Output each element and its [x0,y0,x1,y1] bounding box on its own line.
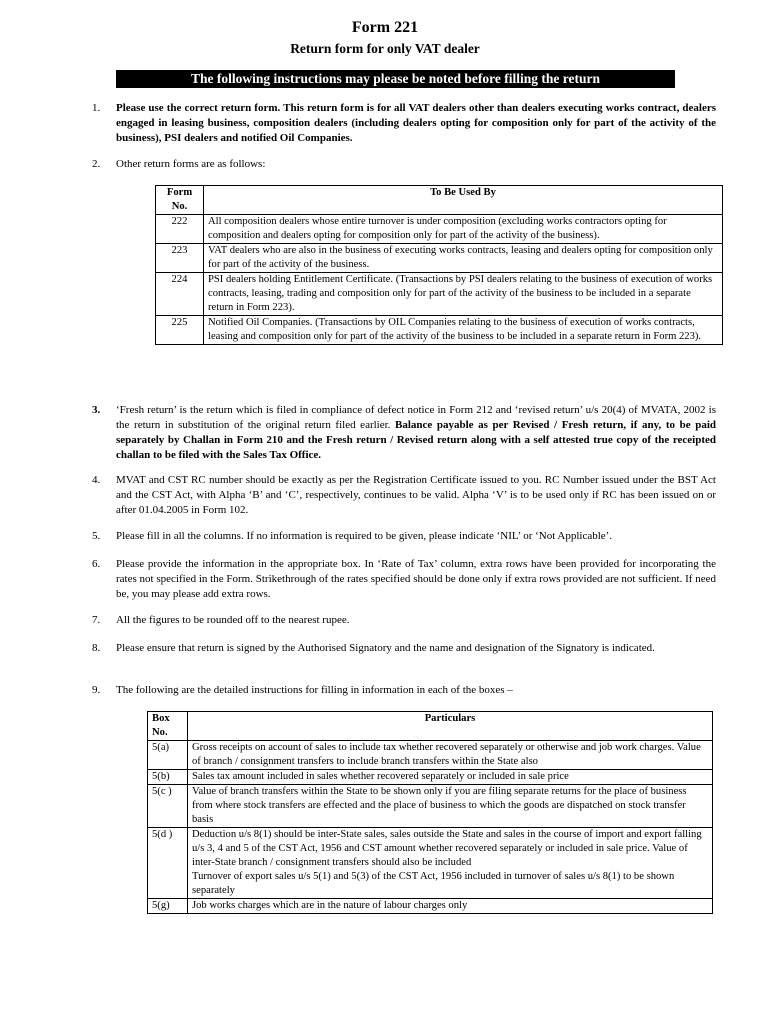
form-number-cell: 222 [156,215,204,244]
table-row [156,316,723,345]
instruction-number: 9. [92,684,101,696]
form-number-cell: 224 [156,273,204,316]
instruction-text: Please provide the information in the appropriate box. In ‘Rate of Tax’ column, extra rows have been provided for incorporating the rates not specified in the Form. Strikethrough of the rates specified should be done only if extra rows provided are not sufficient. If need be, you may please add extra rows. [116,558,716,600]
instruction-number: 4. [92,474,101,486]
instruction-number: 7. [92,614,101,626]
particulars-cell: Value of branch transfers within the State to be shown only if you are filing separate returns for the place of business from where stock transfers are effected and the place of business to which the goods are dispatched on stock transfer basis [188,785,713,828]
column-header-box-no: Box No. [148,712,188,741]
instruction-number: 1. [92,102,101,114]
form-subtitle: Return form for only VAT dealer [290,41,480,56]
instruction-number: 6. [92,558,101,570]
particulars-cell: Sales tax amount included in sales whether recovered separately or included in sale price [188,770,713,785]
instruction-5 [92,529,716,544]
column-header-form-no: Form No. [156,186,204,215]
table-header-row [148,712,713,741]
instruction-1 [92,101,716,146]
table-row [148,785,713,828]
table-row [156,273,723,316]
box-number-cell: 5(a) [148,741,188,770]
table-row [148,899,713,914]
instruction-9 [92,683,716,698]
box-number-cell: 5(c ) [148,785,188,828]
instruction-4 [92,473,716,518]
instruction-number: 5. [92,530,101,542]
instruction-text [116,403,716,463]
box-number-cell: 5(b) [148,770,188,785]
instruction-text: Other return forms are as follows: [116,158,266,170]
instruction-text-plain: ‘Fresh return’ is the return which is filed in compliance of defect notice in Form 212 and ‘revised return’ u/s 20(4) of MVATA, 2002 is the return in substitution of the original return filed earlier. [116,404,716,431]
return-forms-table [155,185,723,345]
table-header-row [156,186,723,215]
table-row [148,770,713,785]
instruction-text: Please fill in all the columns. If no information is required to be given, please indicate ‘NIL’ or ‘Not Applicable’. [116,530,613,542]
particulars-text: Deduction u/s 8(1) should be inter-State sales, sales outside the State and sales in the course of import and export falling u/s 3, 4 and 5 of the CST Act, 1956 and CST amount whether recovered separately or included in sale price. Value of inter-State branch / consignment transfers should also be included [192,829,702,868]
box-number-cell: 5(d ) [148,828,188,899]
table-row [156,244,723,273]
instruction-2 [92,157,716,172]
instruction-8 [92,641,716,656]
column-header-particulars: Particulars [188,712,713,741]
instruction-text-bold: Balance payable as per Revised / Fresh return, if any, to be paid separately by Challan in Form 210 and the Fresh return / Revised return along with a self attested true copy of the receipted challan to be filed with the Sales Tax Office. [116,419,716,461]
box-number-cell: 5(g) [148,899,188,914]
column-header-to-be-used-by: To Be Used By [204,186,723,215]
instruction-number: 3. [92,404,101,416]
form-number-cell: 223 [156,244,204,273]
box-particulars-table [147,711,713,914]
instruction-text: Please use the correct return form. This return form is for all VAT dealers other than dealers executing works contract, dealers engaged in leasing business, composition dealers (including dealers opting for composition only for part of the activity of the business), PSI dealers and notified Oil Companies. [116,102,716,144]
instruction-number: 8. [92,642,101,654]
instruction-text: All the figures to be rounded off to the nearest rupee. [116,614,350,626]
particulars-cell: Job works charges which are in the nature of labour charges only [188,899,713,914]
table-row [156,215,723,244]
form-usage-cell: VAT dealers who are also in the business of executing works contracts, leasing and dealers opting for composition only for part of the activity of the business. [204,244,723,273]
instruction-text: Please ensure that return is signed by the Authorised Signatory and the name and designation of the Signatory is indicated. [116,642,655,654]
instruction-7 [92,613,716,628]
table-row [148,741,713,770]
form-usage-cell: All composition dealers whose entire turnover is under composition (excluding works contractors opting for composition and dealers opting for composition only for part of the activity of the business). [204,215,723,244]
table-row [148,828,713,899]
form-number-cell: 225 [156,316,204,345]
instruction-3 [92,403,716,463]
instruction-number: 2. [92,158,101,170]
instruction-text: The following are the detailed instructions for filling in information in each of the boxes – [116,684,513,696]
form-usage-cell: Notified Oil Companies. (Transactions by OIL Companies relating to the business of execution of works contracts, leasing and composition only for part of the activity of the business to be included in a separate return in Form 223). [204,316,723,345]
instruction-text: MVAT and CST RC number should be exactly as per the Registration Certificate issued to you. RC Number issued under the BST Act and the CST Act, with Alpha ‘B’ and ‘C’, respectively, continues to be valid. Alpha ‘V’ is to be used only if RC has been issued on or after 01.04.2005 in Form 102. [116,474,716,516]
particulars-cell: Gross receipts on account of sales to include tax whether recovered separately or otherwise and job work charges. Value of branch / consignment transfers to include branch transfers within the State also [188,741,713,770]
form-title: Form 221 [351,19,419,36]
instruction-6 [92,557,716,602]
particulars-text: Turnover of export sales u/s 5(1) and 5(3) of the CST Act, 1956 included in turnover of sales u/s 8(1) to be shown separately [192,871,675,896]
form-usage-cell: PSI dealers holding Entitlement Certificate. (Transactions by PSI dealers relating to the business of execution of works contracts, leasing, trading and composition only for part of the activity of the business to be included in a separate return in Form 223). [204,273,723,316]
instructions-banner: The following instructions may please be noted before filling the return [116,70,675,88]
particulars-cell [188,828,713,899]
